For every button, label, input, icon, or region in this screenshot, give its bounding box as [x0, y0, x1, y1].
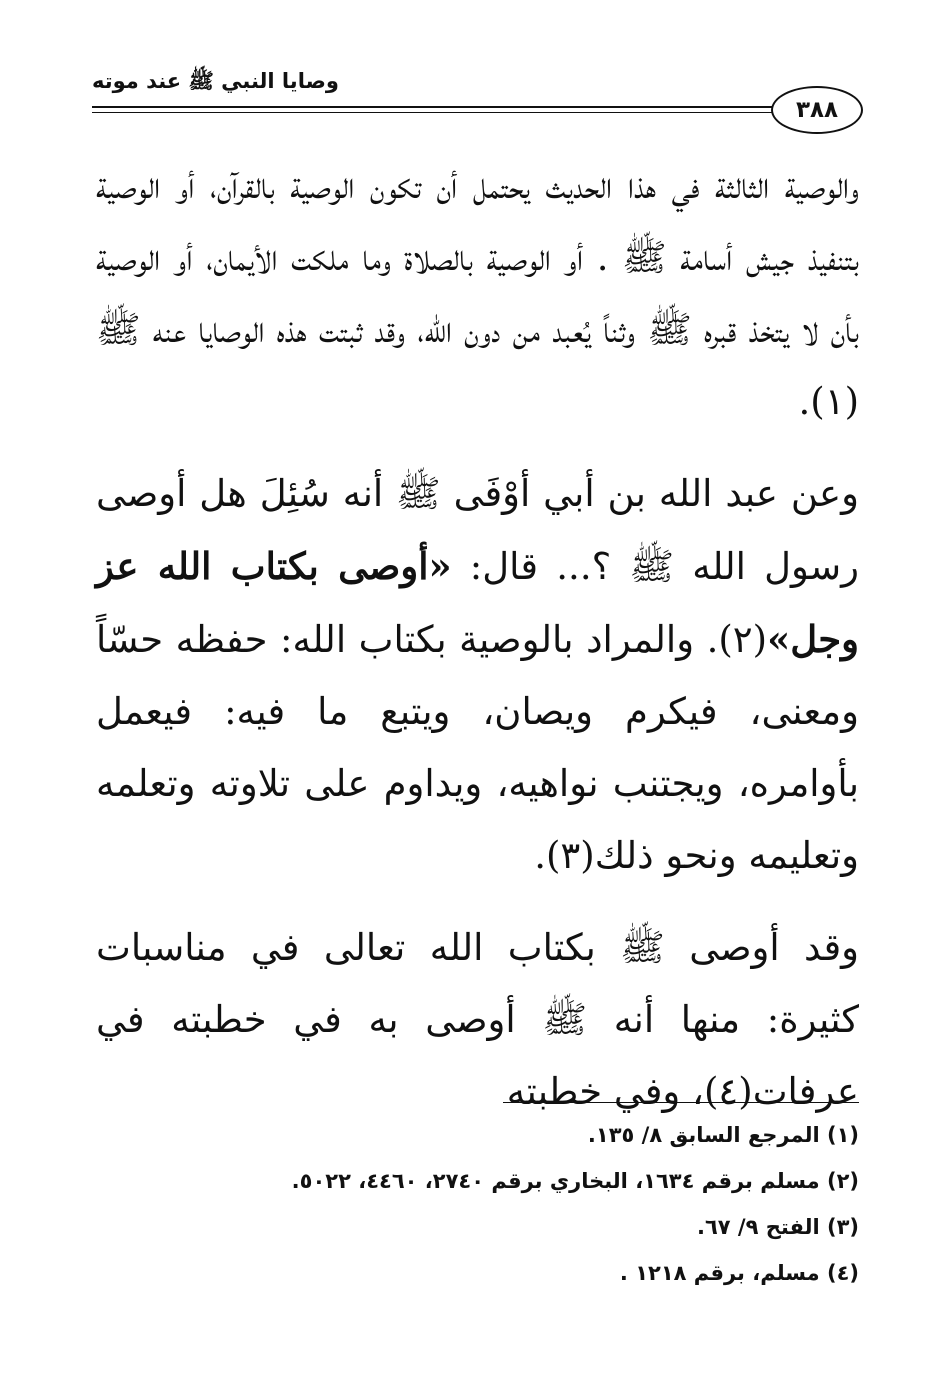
paragraph-2-rest: (٢). والمراد بالوصية بكتاب الله: حفظه حسّاً ومعنى، فيكرم ويصان، ويتبع ما فيه: فيعمل بأوامره، ويجتنب نواهيه، ويداوم على تلاوته وتعلمه وتعليمه ونحو ذلك(٣). [96, 618, 859, 877]
header-rule-thin [92, 112, 775, 113]
footnote-1: (١) المرجع السابق ٨/ ١٣٥. [587, 1123, 859, 1147]
main-text [96, 150, 859, 1128]
footnote-4: (٤) مسلم، برقم ١٢١٨ . [619, 1261, 859, 1285]
page-number-badge: ٣٨٨ [771, 86, 863, 134]
paragraph-1: والوصية الثالثة في هذا الحديث يحتمل أن تكون الوصية بالقرآن، أو الوصية بتنفيذ جيش أسامة ﷺ . أو الوصية بالصلاة وما ملكت الأيمان، أو الوصية بأن لا يتخذ قبره ﷺ وثناً يُعبد من دون الله، وقد ثبتت هذه الوصايا عنه ﷺ (١). [96, 164, 859, 423]
footnote-separator [503, 1102, 859, 1103]
running-title: وصايا النبي ﷺ عند موته [92, 69, 339, 93]
footnote-3: (٣) الفتح ٩/ ٦٧. [697, 1215, 859, 1239]
paragraph-3: وقد أوصى ﷺ بكتاب الله تعالى في مناسبات كثيرة: منها أنه ﷺ أوصى به في خطبته في عرفات(٤)، وفي خطبته [96, 926, 859, 1113]
paragraph-2 [96, 458, 859, 892]
footnote-2: (٢) مسلم برقم ١٦٣٤، البخاري برقم ٢٧٤٠، ٤٤٦٠، ٥٠٢٢. [291, 1169, 859, 1193]
hadith-quote: «أوصى بكتاب الله عز وجل» [96, 544, 859, 661]
paragraph-2-lead: وعن عبد الله بن أبي أوْفَى ﷺ أنه سُئِلَ هل أوصى رسول الله ﷺ ؟... قال: [96, 472, 859, 588]
footnotes-list [96, 1112, 859, 1296]
header-rule [92, 106, 775, 108]
page-header [92, 66, 863, 136]
